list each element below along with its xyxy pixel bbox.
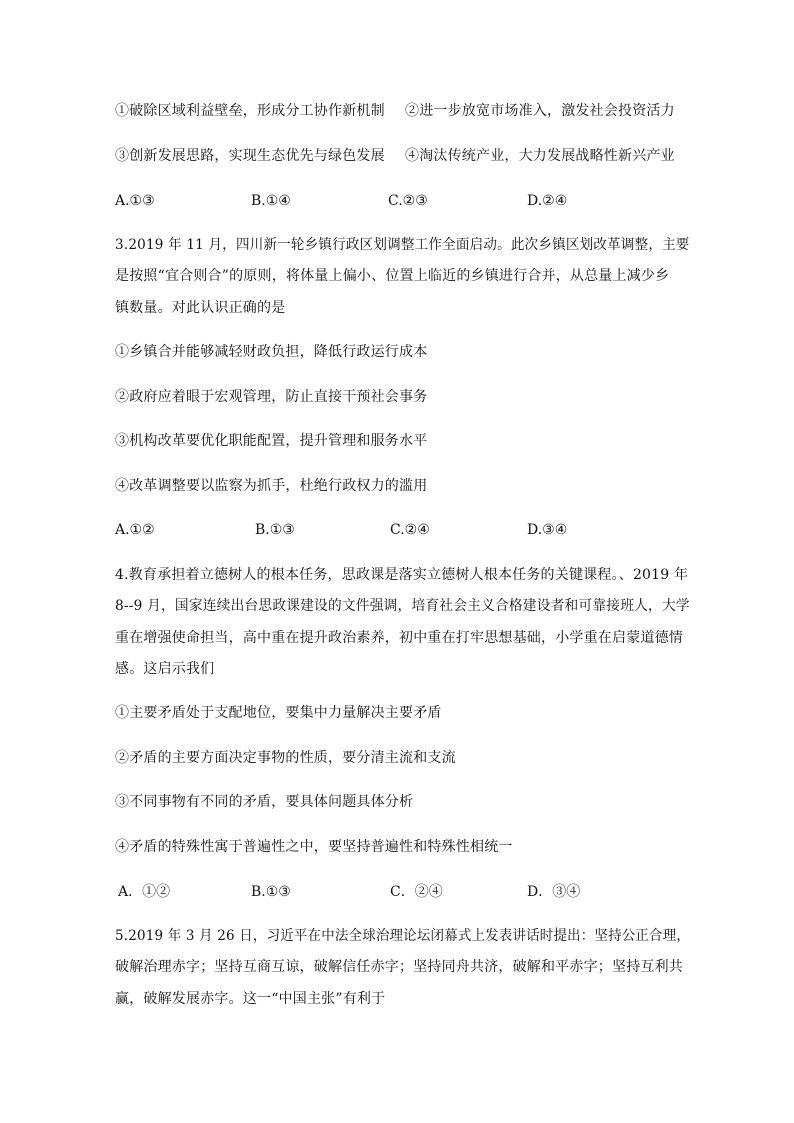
q3-option-d: D.③④ xyxy=(527,522,568,538)
q3-statement-3: ③机构改革要优化职能配置，提升管理和服务水平 xyxy=(115,433,428,449)
q2-option-a: A.①③ xyxy=(115,193,155,209)
q4-statement-4: ④矛盾的特殊性寓于普遍性之中，要坚持普遍性和特殊性相统一 xyxy=(115,839,513,855)
q3-option-c: C.②④ xyxy=(390,522,430,538)
q2-statement-4: ④淘汰传统产业，大力发展战略性新兴产业 xyxy=(405,148,675,164)
q4-option-a: A．①② xyxy=(118,884,171,900)
q4-stem-line-3: 重在增强使命担当，高中重在提升政治素养，初中重在打牢思想基础，小学重在启蒙道德情 xyxy=(115,630,683,646)
q4-option-b: B.①③ xyxy=(251,884,291,900)
q4-option-d: D．③④ xyxy=(527,884,581,900)
q3-stem-line-3: 镇数量。对此认识正确的是 xyxy=(115,300,286,316)
q5-stem-line-1: 5.2019 年 3 月 26 日，习近平在中法全球治理论坛闭幕式上发表讲话时提出：坚持公正合理， xyxy=(115,928,691,944)
q3-stem-line-2: 是按照“宜合则合”的原则，将体量上偏小、位置上临近的乡镇进行合并，从总量上减少乡 xyxy=(115,268,670,284)
q4-statement-1: ①主要矛盾处于支配地位，要集中力量解决主要矛盾 xyxy=(115,705,442,721)
q4-stem-line-2: 8--9 月，国家连续出台思政课建设的文件强调，培育社会主义合格建设者和可靠接班人，大学 xyxy=(115,598,690,614)
q4-statement-3: ③不同事物有不同的矛盾，要具体问题具体分析 xyxy=(115,794,414,810)
q4-statement-2: ②矛盾的主要方面决定事物的性质，要分清主流和支流 xyxy=(115,750,456,766)
q2-statement-2: ②进一步放宽市场准入，激发社会投资活力 xyxy=(405,103,675,119)
q3-statement-2: ②政府应着眼于宏观管理，防止直接干预社会事务 xyxy=(115,389,428,405)
q4-stem-line-4: 感。这启示我们 xyxy=(115,661,215,677)
q5-stem-line-2: 破解治理赤字；坚持互商互谅，破解信任赤字；坚持同舟共济，破解和平赤字；坚持互利共 xyxy=(115,959,683,975)
q2-statement-1: ①破除区域利益壁垒，形成分工协作新机制 xyxy=(115,103,385,119)
q3-option-a: A.①② xyxy=(115,522,155,538)
q2-option-c: C.②③ xyxy=(388,193,428,209)
q5-stem-line-3: 赢，破解发展赤字。这一“中国主张”有利于 xyxy=(115,991,386,1007)
q4-stem-line-1: 4.教育承担着立德树人的根本任务，思政课是落实立德树人根本任务的关键课程。、2019 年 xyxy=(115,567,689,583)
q2-option-b: B.①④ xyxy=(251,193,291,209)
q4-option-c: C．②④ xyxy=(390,884,443,900)
q3-option-b: B.①③ xyxy=(255,522,295,538)
q3-statement-4: ④改革调整要以监察为抓手，杜绝行政权力的滥用 xyxy=(115,478,428,494)
q3-statement-1: ①乡镇合并能够减轻财政负担，降低行政运行成本 xyxy=(115,344,428,360)
q3-stem-line-1: 3.2019 年 11 月，四川新一轮乡镇行政区划调整工作全面启动。此次乡镇区划改革调整，主要 xyxy=(115,237,690,253)
q2-statement-3: ③创新发展思路，实现生态优先与绿色发展 xyxy=(115,148,385,164)
q2-option-d: D.②④ xyxy=(527,193,568,209)
